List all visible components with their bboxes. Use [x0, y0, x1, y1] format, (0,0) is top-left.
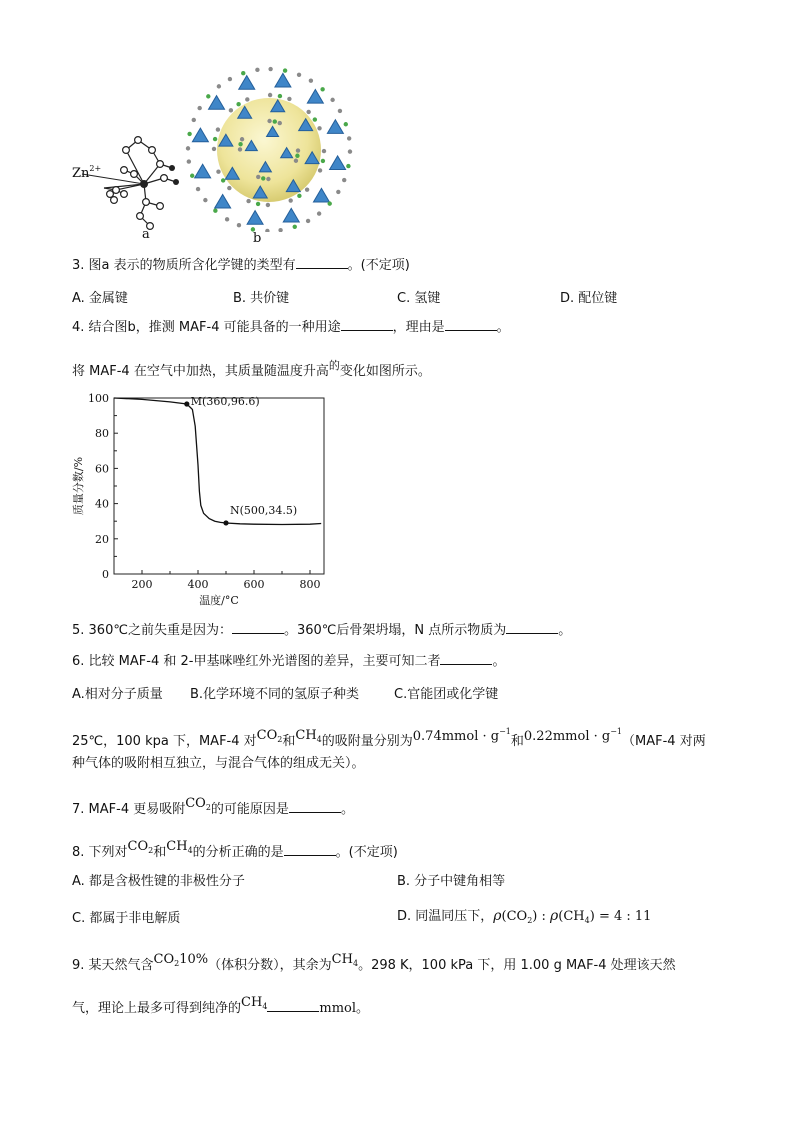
zn-tetrahedron	[209, 96, 225, 110]
co2-formula: $CO_2$	[127, 839, 154, 855]
ligand-atom	[317, 126, 321, 130]
ligand-atom	[342, 178, 346, 182]
ligand-atom	[255, 68, 259, 72]
ligand-atom	[213, 137, 217, 141]
question-6: 6. 比较 MAF-4 和 2-甲基咪唑红外光谱图的差异，主要可知二者 。	[72, 654, 506, 669]
co2-formula: $CO_2$	[185, 796, 211, 812]
answer-blank[interactable]	[296, 256, 348, 269]
ligand-atom	[305, 187, 309, 191]
ligand-atom	[330, 98, 334, 102]
ligand-atom	[318, 168, 322, 172]
ligand-atom	[336, 190, 340, 194]
ligand-atom	[206, 94, 210, 98]
zn-ion-label: $Zn^{2+}$	[72, 164, 102, 181]
question-9: 9. 某天然气含$CO_210\%$（体积分数），其余为$CH_4$。298 K，100 kPa 下，用 1.00 g MAF-4 处理该天然	[72, 952, 676, 973]
ligand-atom	[267, 119, 271, 123]
ligand-atom	[187, 159, 191, 163]
co2-formula: $CO_210\%$	[153, 952, 209, 968]
question-9-cont: 气，理论上最多可得到纯净的$CH_4$ mmol。	[72, 995, 370, 1016]
ligand-atom	[296, 148, 300, 152]
question-4: 4. 结合图b，推测 MAF-4 可能具备的一种用途 ，理由是 。	[72, 320, 510, 335]
q8-option-c[interactable]: C. 都属于非电解质	[72, 911, 181, 926]
zn-tetrahedron	[239, 76, 255, 90]
ligand-atom	[238, 147, 242, 151]
co2-formula: $CO_2$	[256, 728, 283, 744]
figure-b-framework	[184, 62, 354, 232]
ligand-atom	[225, 217, 229, 221]
question-3: 3. 图a 表示的物质所含化学键的类型有 。(不定项)	[72, 258, 410, 273]
plot-frame	[114, 398, 324, 574]
q3-option-a[interactable]: A. 金属键	[72, 291, 128, 306]
point-marker	[223, 520, 228, 525]
ligand-atom	[268, 93, 272, 97]
ligand-atom	[190, 174, 194, 178]
ligand-atom	[294, 159, 298, 163]
ligand-atom	[287, 97, 291, 101]
x-tick-label: 200	[131, 578, 153, 591]
answer-blank[interactable]	[440, 652, 492, 665]
y-tick-label: 60	[95, 462, 109, 476]
ligand-atom	[309, 78, 313, 82]
figure-b-caption: b	[253, 231, 262, 246]
ligand-atom	[306, 219, 310, 223]
ligand-atom	[197, 106, 201, 110]
ligand-atom	[186, 146, 190, 150]
zn-tetrahedron	[247, 211, 263, 225]
ligand-atom	[306, 110, 310, 114]
ligand-atom	[297, 194, 301, 198]
point-label: N(500,34.5)	[230, 503, 298, 517]
zn-tetrahedron	[313, 188, 329, 202]
q8-option-b[interactable]: B. 分子中键角相等	[397, 874, 506, 889]
ligand-atom	[221, 178, 225, 182]
ligand-atom	[338, 109, 342, 113]
answer-blank[interactable]	[341, 318, 393, 331]
ligand-atom	[283, 68, 287, 72]
ch4-adsorption-value: 0.22mmol · $g^{-1}$	[523, 727, 623, 744]
y-tick-label: 80	[95, 427, 109, 441]
x-tick-label: 400	[187, 578, 209, 591]
x-tick-label: 600	[243, 578, 265, 591]
q6-option-c[interactable]: C.官能团或化学键	[394, 687, 499, 702]
ligand-atom	[228, 77, 232, 81]
y-tick-label: 40	[95, 497, 109, 511]
x-tick-label: 800	[299, 578, 321, 591]
ligand-atom	[192, 118, 196, 122]
ligand-atom	[238, 142, 242, 146]
ligand-atom	[317, 211, 321, 215]
zn-tetrahedron	[195, 164, 211, 178]
x-axis-label: 温度/°C	[199, 594, 239, 607]
y-tick-label: 100	[88, 392, 109, 405]
ligand-atom	[348, 149, 352, 153]
intro-adsorption-cont: 种气体的吸附相互独立，与混合气体的组成无关）。	[72, 756, 365, 771]
ligand-atom	[241, 71, 245, 75]
answer-blank[interactable]	[445, 318, 497, 331]
ligand-atom	[266, 203, 270, 207]
ligand-atom	[320, 87, 324, 91]
zn-tetrahedron	[192, 128, 208, 142]
y-tick-label: 0	[102, 568, 109, 581]
ligand-atom	[261, 176, 265, 180]
ligand-atom	[347, 136, 351, 140]
ligand-atom	[346, 164, 350, 168]
ligand-atom	[217, 84, 221, 88]
q3-option-c[interactable]: C. 氢键	[397, 291, 441, 306]
ligand-atom	[246, 199, 250, 203]
ligand-atom	[245, 97, 249, 101]
ligand-atom	[278, 228, 282, 232]
ligand-atom	[321, 159, 325, 163]
question-8: 8. 下列对$CO_2$和$CH_4$的分析正确的是 。(不定项)	[72, 839, 398, 860]
co2-adsorption-value: 0.74mmol · $g^{-1}$	[412, 727, 511, 744]
ligand-atom	[229, 108, 233, 112]
ligand-atom	[293, 225, 297, 229]
ligand-atom	[187, 132, 191, 136]
intro-heating: 将 MAF-4 在空气中加热，其质量随温度升高$^的$变化如图所示。	[72, 359, 431, 379]
ligand-atom	[213, 209, 217, 213]
ligand-atom	[266, 177, 270, 181]
ligand-atom	[297, 73, 301, 77]
question-7: 7. MAF-4 更易吸附$CO_2$的可能原因是 。	[72, 796, 354, 817]
answer-blank[interactable]	[506, 621, 558, 634]
ligand-atom	[212, 147, 216, 151]
zn-tetrahedron	[307, 90, 323, 104]
ligand-atom	[295, 154, 299, 158]
ligand-atom	[322, 149, 326, 153]
ligand-atom	[256, 202, 260, 206]
q6-option-a[interactable]: A.相对分子质量	[72, 687, 163, 702]
ligand-atom	[227, 186, 231, 190]
y-tick-label: 20	[95, 532, 109, 546]
ligand-atom	[216, 169, 220, 173]
ligand-atom	[288, 198, 292, 202]
ligand-atom	[240, 137, 244, 141]
ligand-atom	[344, 122, 348, 126]
answer-blank[interactable]	[232, 621, 284, 634]
figure-a-caption: a	[142, 227, 150, 242]
ligand-atom	[265, 229, 269, 232]
q8-option-d[interactable]: D. 同温同压下，$\rho(CO_2)$ : $\rho(CH_4) = 4$ : 11	[397, 908, 652, 925]
ligand-atom	[328, 201, 332, 205]
ligand-atom	[313, 117, 317, 121]
q8-option-a[interactable]: A. 都是含极性键的非极性分子	[72, 874, 245, 889]
answer-blank[interactable]	[284, 843, 336, 856]
zn-tetrahedron	[327, 120, 343, 134]
ligand-atom	[237, 223, 241, 227]
intro-adsorption: 25℃，100 kpa 下，MAF-4 对$CO_2$和$CH_4$的吸附量分别为0.74mmol · $g^{-1}$和0.22mmol · $g^{-1}(MAF-4$ 对两	[72, 727, 706, 749]
y-axis-label: 质量分数/%	[72, 456, 85, 516]
answer-blank[interactable]	[289, 800, 341, 813]
ch4-formula: $CH_4$	[241, 995, 268, 1011]
q3-option-b[interactable]: B. 共价键	[233, 291, 290, 306]
ligand-atom	[203, 198, 207, 202]
question-5: 5. 360℃之前失重是因为： 。360℃后骨架坍塌，N 点所示物质为 。	[72, 623, 572, 638]
ligand-atom	[278, 94, 282, 98]
q6-option-b[interactable]: B.化学环境不同的氢原子种类	[190, 687, 360, 702]
q3-option-d[interactable]: D. 配位键	[560, 291, 618, 306]
ligand-atom	[236, 102, 240, 106]
zn-tetrahedron	[215, 194, 231, 208]
answer-blank[interactable]	[267, 999, 319, 1012]
ligand-atom	[278, 121, 282, 125]
ligand-atom	[196, 187, 200, 191]
tga-chart	[68, 386, 338, 608]
ch4-formula: $CH_4$	[331, 952, 359, 968]
ligand-atom	[273, 119, 277, 123]
ligand-atom	[216, 127, 220, 131]
zn-tetrahedron	[275, 73, 291, 87]
zn-tetrahedron	[283, 208, 299, 222]
ch4-formula: $CH_4$	[295, 728, 322, 744]
figure-a-structure	[64, 130, 184, 240]
point-marker	[184, 401, 189, 406]
ch4-formula: $CH_4$	[166, 839, 193, 855]
point-label: M(360,96.6)	[190, 394, 260, 408]
ligand-atom	[256, 175, 260, 179]
zn-tetrahedron	[330, 156, 346, 170]
ligand-atom	[268, 67, 272, 71]
